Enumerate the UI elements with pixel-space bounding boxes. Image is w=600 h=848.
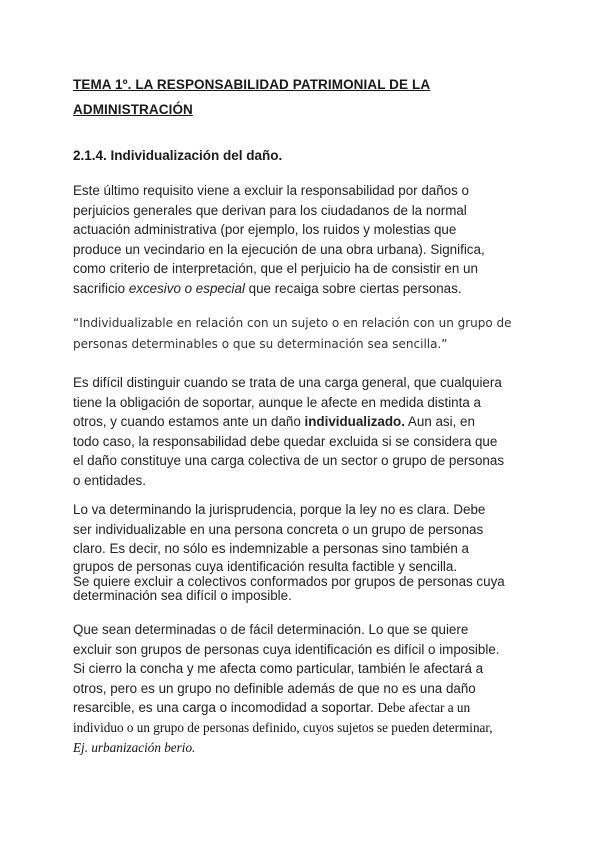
p3-line: Lo va determinando la jurisprudencia, porque la ley no es clara. Debe — [73, 502, 486, 517]
p3-line: claro. Es decir, no sólo es indemnizable a personas sino también a — [73, 541, 469, 557]
p4-line: Que sean determinadas o de fácil determinación. Lo que se quiere — [73, 622, 469, 637]
p4-line: otros, pero es un grupo no definible además de que no es una daño — [73, 680, 476, 696]
p4-serif-line: individuo o un grupo de personas definido, cuyos sujetos se pueden determinar, — [73, 719, 493, 735]
p4-line: excluir son grupos de personas cuya identificación es difícil o imposible. — [73, 641, 500, 657]
document-title — [73, 72, 533, 122]
p2-line — [73, 412, 543, 432]
p1-line: produce un vecindario en la ejecución de una obra urbana). Significa, — [73, 241, 485, 257]
p3-line: ser individualizable en una persona concreta o un grupo de personas — [73, 521, 484, 537]
p3-line: grupos de personas cuya identificación resulta factible y sencilla. — [73, 558, 458, 574]
p4-line — [73, 698, 543, 718]
p3-line: Se quiere excluir a colectivos conformados por grupos de personas cuya — [73, 573, 505, 589]
p2-text: Aun asi, en — [404, 414, 475, 430]
p1-line: como criterio de interpretación, que el perjuicio ha de consistir en un — [73, 261, 478, 277]
p1-italic-text: excesivo o especial — [128, 280, 245, 296]
p1-line: actuación administrativa (por ejemplo, los ruidos y molestias que — [73, 222, 457, 238]
title-line-1: TEMA 1º. LA RESPONSABILIDAD PATRIMONIAL DE LA — [73, 77, 431, 92]
p4-serif-text: Debe afectar a un — [377, 700, 471, 716]
p2-text: otros, y cuando estamos ante un daño — [73, 414, 305, 430]
p2-bold-text: individualizado. — [304, 414, 405, 430]
paragraph-4 — [73, 620, 543, 757]
p4-line: Si cierro la concha y me afecta como particular, también le afectará a — [73, 661, 484, 677]
quote-line: “Individualizable en relación con un sujeto o en relación con un grupo de — [73, 316, 512, 330]
paragraph-2 — [73, 373, 543, 491]
quote-block — [73, 313, 543, 354]
p4-serif-italic-line: Ej. urbanización berio. — [73, 739, 196, 755]
quote-line: personas determinables o que su determinación sea sencilla.” — [73, 336, 448, 351]
p2-line: Es difícil distinguir cuando se trata de una carga general, que cualquiera — [73, 375, 502, 390]
p3-line: determinación sea difícil o imposible. — [73, 587, 292, 603]
p1-line — [73, 279, 543, 299]
paragraph-3 — [73, 500, 543, 603]
p1-line: perjuicios generales que derivan para los ciudadanos de la normal — [73, 202, 467, 218]
p1-text: que recaiga sobre ciertas personas. — [244, 280, 462, 296]
p2-line: o entidades. — [73, 472, 146, 488]
p1-line: Este último requisito viene a excluir la responsabilidad por daños o — [73, 183, 469, 198]
paragraph-1 — [73, 181, 543, 299]
p2-line: tiene la obligación de soportar, aunque le afecte en medida distinta a — [73, 394, 481, 410]
section-heading: 2.1.4. Individualización del daño. — [73, 148, 283, 163]
p2-line: el daño constituye una carga colectiva de un sector o grupo de personas — [73, 453, 505, 469]
p4-text: resarcible, es una carga o incomodidad a soportar. — [73, 700, 378, 716]
title-line-2: ADMINISTRACIÓN — [73, 102, 193, 117]
p1-text: sacrificio — [73, 280, 129, 296]
p2-line: todo caso, la responsabilidad debe quedar excluida si se considera que — [73, 433, 498, 449]
